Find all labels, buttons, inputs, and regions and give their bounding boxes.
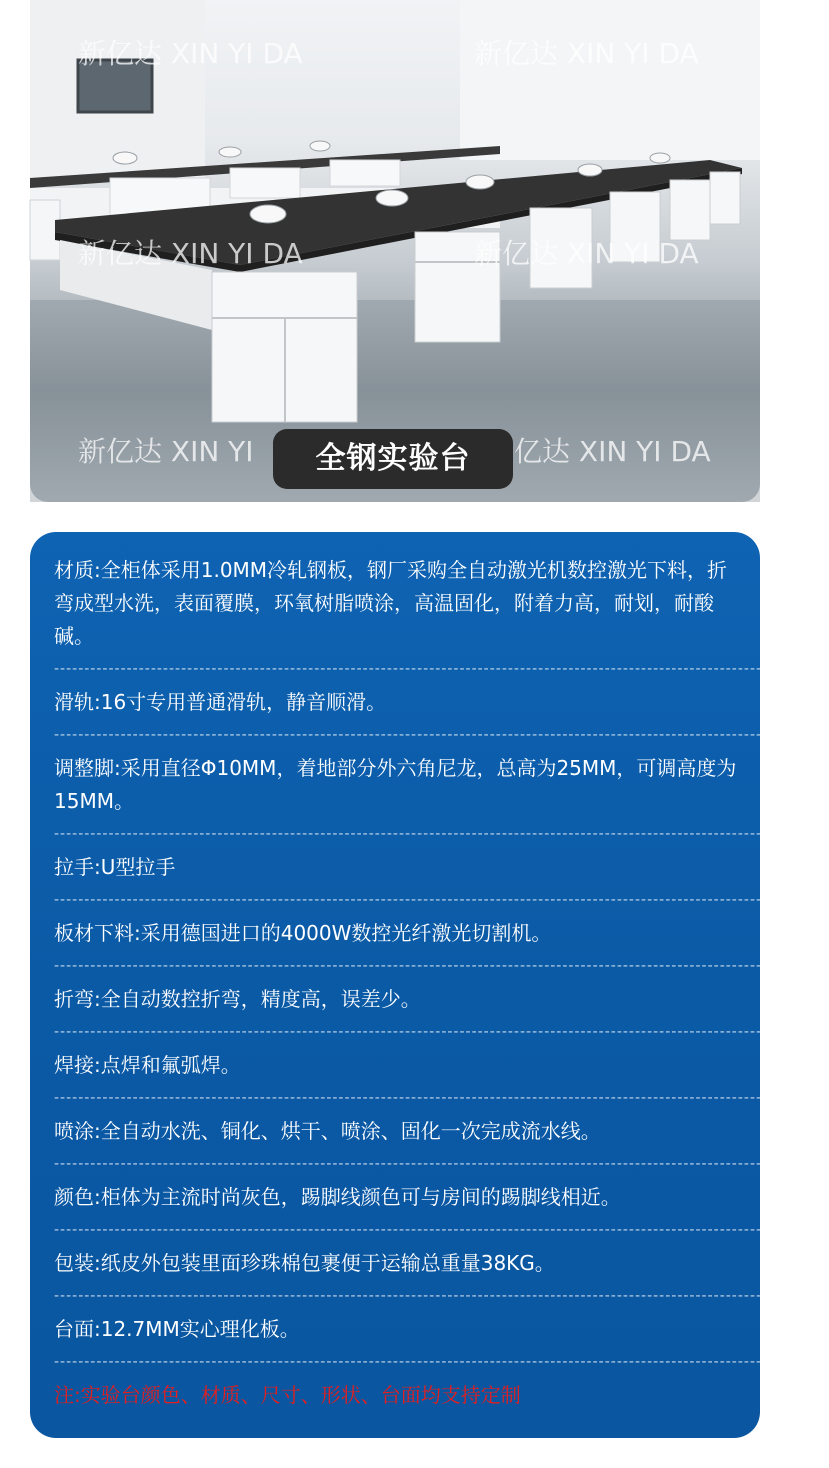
spec-cutting: 板材下料:采用德国进口的4000W数控光纤激光切割机。 [54, 921, 552, 945]
watermark: 新亿达 XIN YI DA [474, 237, 699, 270]
dashed-divider: -------------------------------------------------------------------------------------------------------------------------------- [54, 727, 829, 743]
watermark: 新亿达 XIN YI DA [474, 37, 699, 70]
spec-material: 材质:全柜体采用1.0MM冷轧钢板，钢厂采购全自动激光机数控激光下料，折弯成型水洗，表面覆膜，环氧树脂喷涂，高温固化，附着力高，耐划，耐酸碱。 [54, 558, 728, 648]
spec-spraying: 喷涂:全自动水洗、铜化、烘干、喷涂、固化一次完成流水线。 [54, 1119, 601, 1143]
spec-list [54, 554, 829, 1412]
product-photo [30, 0, 760, 502]
dashed-divider: -------------------------------------------------------------------------------------------------------------------------------- [54, 1024, 829, 1040]
spec-welding: 焊接:点焊和氟弧焊。 [54, 1053, 241, 1077]
spec-color: 颜色:柜体为主流时尚灰色，踢脚线颜色可与房间的踢脚线相近。 [54, 1185, 621, 1209]
spec-adjust-foot: 调整脚:采用直径Φ10MM，着地部分外六角尼龙，总高为25MM，可调高度为15MM。 [54, 756, 737, 813]
spec-handle: 拉手:U型拉手 [54, 855, 176, 879]
watermark: 新亿达 XIN YI DA [78, 237, 303, 270]
dashed-divider: -------------------------------------------------------------------------------------------------------------------------------- [54, 1156, 829, 1172]
dashed-divider: -------------------------------------------------------------------------------------------------------------------------------- [54, 892, 829, 908]
customization-note: 注:实验台颜色、材质、尺寸、形状、台面均支持定制 [54, 1383, 521, 1407]
watermark: 亿达 XIN YI DA [514, 435, 711, 468]
product-title-badge: 全钢实验台 [273, 429, 513, 489]
watermark: 新亿达 XIN YI [78, 435, 254, 468]
dashed-divider: -------------------------------------------------------------------------------------------------------------------------------- [54, 1090, 829, 1106]
spec-countertop: 台面:12.7MM实心理化板。 [54, 1317, 300, 1341]
spec-slide-rail: 滑轨:16寸专用普通滑轨，静音顺滑。 [54, 690, 387, 714]
dashed-divider: -------------------------------------------------------------------------------------------------------------------------------- [54, 1222, 829, 1238]
dashed-divider: -------------------------------------------------------------------------------------------------------------------------------- [54, 661, 829, 677]
spec-packaging: 包装:纸皮外包装里面珍珠棉包裹便于运输总重量38KG。 [54, 1251, 555, 1275]
dashed-divider: -------------------------------------------------------------------------------------------------------------------------------- [54, 1354, 829, 1370]
dashed-divider: -------------------------------------------------------------------------------------------------------------------------------- [54, 1288, 829, 1304]
watermark: 新亿达 XIN YI DA [78, 37, 303, 70]
dashed-divider: -------------------------------------------------------------------------------------------------------------------------------- [54, 958, 829, 974]
spec-card [30, 532, 829, 1438]
dashed-divider: -------------------------------------------------------------------------------------------------------------------------------- [54, 826, 829, 842]
spec-bending: 折弯:全自动数控折弯，精度高，误差少。 [54, 987, 421, 1011]
